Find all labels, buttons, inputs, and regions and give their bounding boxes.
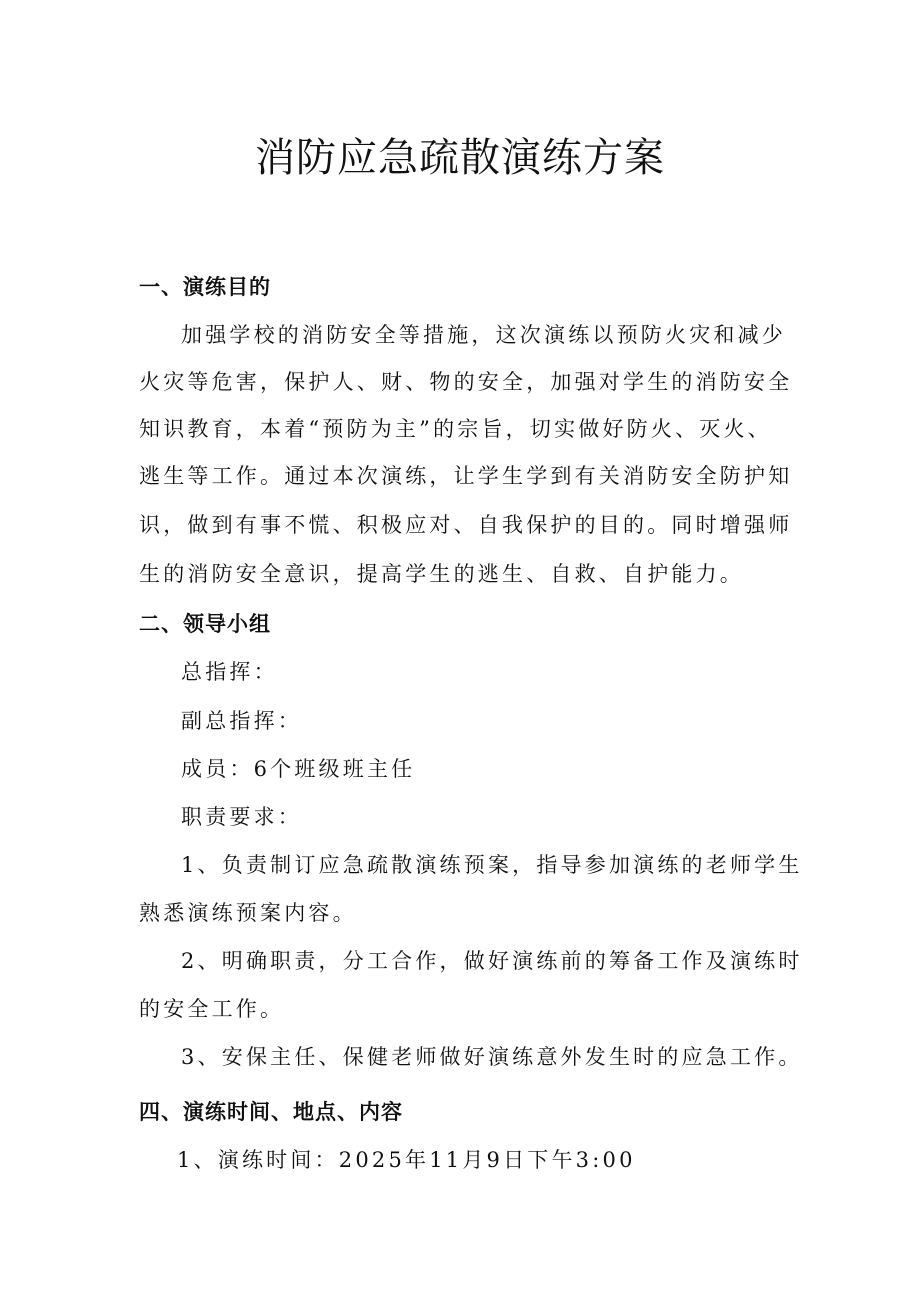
duty-item-2-continued: 的安全工作。 [139,997,285,1021]
paragraph-line: 知识教育，本着“预防为主”的宗旨，切实做好防火、灭火、 [139,417,772,441]
commander-line: 总指挥： [181,660,278,684]
duty-item-1: 1、负责制订应急疏散演练预案，指导参加演练的老师学生 [181,853,803,877]
members-line: 成员：6个班级班主任 [181,757,416,781]
paragraph-line: 火灾等危害，保护人、财、物的安全，加强对学生的消防安全 [139,370,793,394]
deputy-commander-line: 副总指挥： [181,709,302,733]
duties-label: 职责要求： [181,805,302,829]
paragraph-line: 识，做到有事不慌、积极应对、自我保护的目的。同时增强师 [139,513,793,537]
duty-item-2: 2、明确职责，分工合作，做好演练前的筹备工作及演练时 [181,949,803,973]
section-heading-purpose: 一、演练目的 [139,275,271,299]
section-heading-schedule: 四、演练时间、地点、内容 [139,1100,403,1124]
paragraph-line: 加强学校的消防安全等措施，这次演练以预防火灾和减少 [181,323,786,347]
paragraph-line: 逃生等工作。通过本次演练，让学生学到有关消防安全防护知 [139,464,793,488]
section-heading-leadership: 二、领导小组 [139,612,271,636]
schedule-time-line: 1、演练时间：2025年11月9日下午3:00 [177,1148,636,1172]
paragraph-line: 生的消防安全意识，提高学生的逃生、自救、自护能力。 [139,562,744,586]
duty-item-1-continued: 熟悉演练预案内容。 [139,901,357,925]
duty-item-3: 3、安保主任、保健老师做好演练意外发生时的应急工作。 [181,1045,803,1069]
document-title: 消防应急疏散演练方案 [255,135,665,181]
